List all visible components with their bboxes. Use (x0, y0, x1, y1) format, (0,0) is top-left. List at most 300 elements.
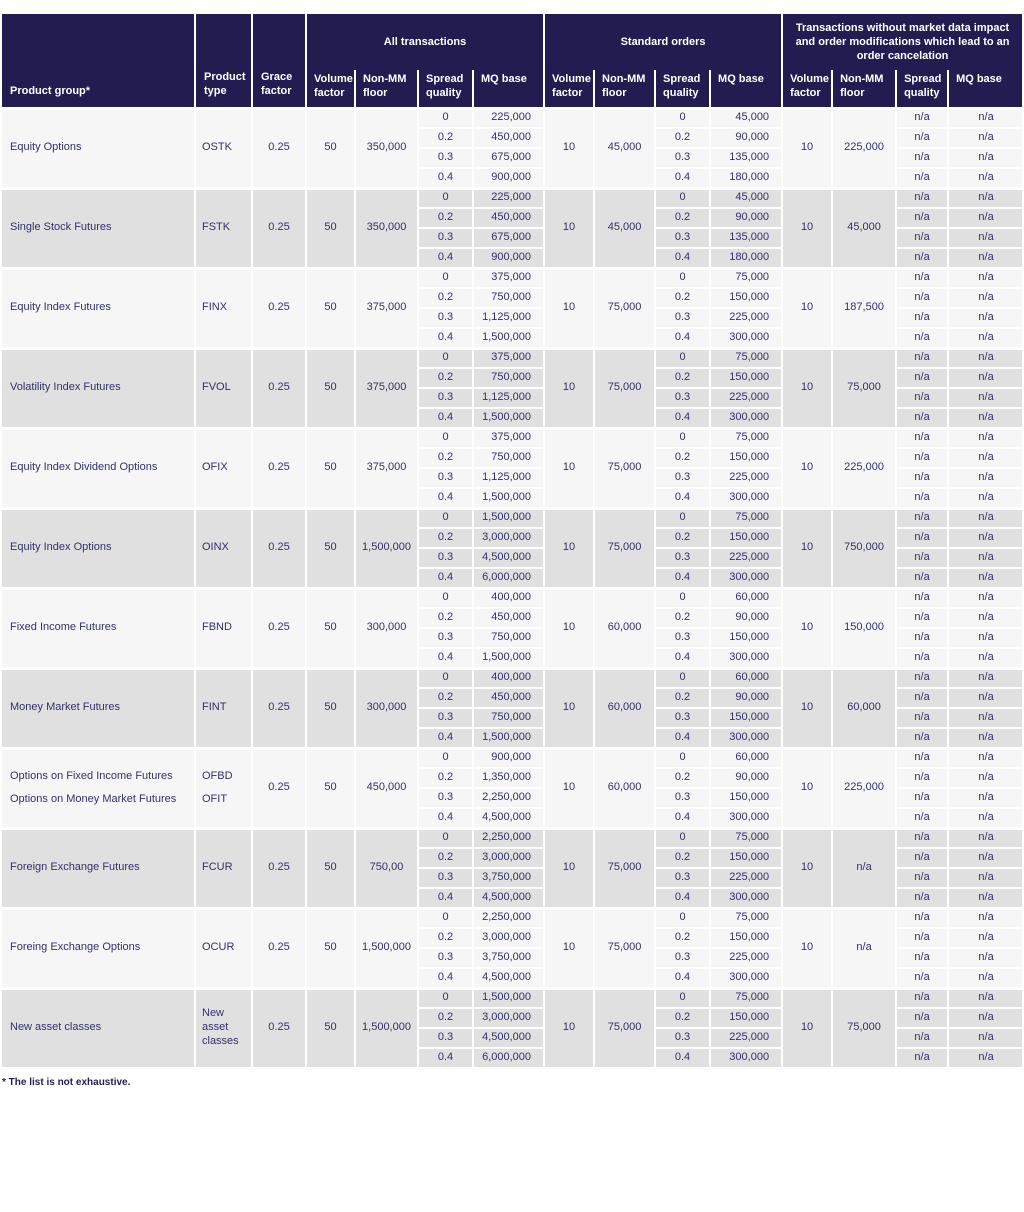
table-row (2, 107, 1022, 127)
cell-no-impact-spread-quality: n/a (897, 567, 947, 587)
header-no-impact-mq-base: MQ base (949, 70, 1022, 107)
cell-no-impact-mq-base: n/a (949, 967, 1022, 987)
header-product-type: Product type (196, 14, 251, 107)
cell-no-impact-spread-quality: n/a (897, 487, 947, 507)
cell-no-impact-non-mm-floor: 150,000 (833, 587, 895, 667)
cell-all-transactions-non-mm-floor: 375,000 (356, 427, 417, 507)
cell-no-impact-spread-quality: n/a (897, 727, 947, 747)
table-row (2, 587, 1022, 607)
cell-grace-factor: 0.25 (253, 907, 305, 987)
cell-standard-orders-spread-quality: 0.3 (656, 227, 709, 247)
cell-no-impact-volume-factor: 10 (783, 187, 831, 267)
cell-no-impact-spread-quality: n/a (897, 547, 947, 567)
cell-standard-orders-mq-base: 150,000 (711, 627, 781, 647)
cell-no-impact-spread-quality: n/a (897, 647, 947, 667)
cell-all-transactions-non-mm-floor: 300,000 (356, 587, 417, 667)
cell-all-transactions-spread-quality: 0.2 (419, 1007, 472, 1027)
cell-product-group: Fixed Income Futures (2, 587, 194, 667)
cell-standard-orders-mq-base: 90,000 (711, 607, 781, 627)
cell-all-transactions-spread-quality: 0.3 (419, 467, 472, 487)
header-no-impact-volume-factor: Volume factor (783, 70, 831, 107)
cell-no-impact-spread-quality: n/a (897, 807, 947, 827)
cell-product-type: FCUR (196, 827, 251, 907)
cell-no-impact-mq-base: n/a (949, 167, 1022, 187)
cell-standard-orders-mq-base: 90,000 (711, 127, 781, 147)
cell-no-impact-mq-base: n/a (949, 427, 1022, 447)
cell-no-impact-mq-base: n/a (949, 867, 1022, 887)
cell-all-transactions-mq-base: 2,250,000 (474, 787, 543, 807)
cell-no-impact-mq-base: n/a (949, 407, 1022, 427)
cell-standard-orders-spread-quality: 0.2 (656, 1007, 709, 1027)
cell-product-type: FBND (196, 587, 251, 667)
cell-all-transactions-spread-quality: 0.3 (419, 387, 472, 407)
cell-no-impact-spread-quality: n/a (897, 947, 947, 967)
cell-standard-orders-mq-base: 150,000 (711, 287, 781, 307)
cell-standard-orders-volume-factor: 10 (545, 427, 593, 507)
cell-all-transactions-spread-quality: 0.4 (419, 567, 472, 587)
cell-no-impact-volume-factor: 10 (783, 267, 831, 347)
cell-all-transactions-mq-base: 900,000 (474, 167, 543, 187)
cell-standard-orders-spread-quality: 0 (656, 267, 709, 287)
cell-no-impact-mq-base: n/a (949, 547, 1022, 567)
cell-no-impact-mq-base: n/a (949, 847, 1022, 867)
cell-no-impact-mq-base: n/a (949, 507, 1022, 527)
header-grace-factor: Grace factor (253, 14, 305, 107)
cell-all-transactions-mq-base: 400,000 (474, 587, 543, 607)
cell-standard-orders-spread-quality: 0.4 (656, 887, 709, 907)
cell-all-transactions-spread-quality: 0.3 (419, 227, 472, 247)
cell-all-transactions-volume-factor: 50 (307, 587, 354, 667)
cell-all-transactions-volume-factor: 50 (307, 347, 354, 427)
cell-standard-orders-mq-base: 150,000 (711, 447, 781, 467)
cell-no-impact-mq-base: n/a (949, 747, 1022, 767)
cell-no-impact-spread-quality: n/a (897, 927, 947, 947)
table-row (2, 187, 1022, 207)
cell-standard-orders-mq-base: 225,000 (711, 387, 781, 407)
cell-all-transactions-spread-quality: 0.2 (419, 127, 472, 147)
cell-all-transactions-mq-base: 375,000 (474, 347, 543, 367)
cell-standard-orders-mq-base: 60,000 (711, 587, 781, 607)
cell-no-impact-mq-base: n/a (949, 267, 1022, 287)
cell-all-transactions-non-mm-floor: 300,000 (356, 667, 417, 747)
cell-all-transactions-spread-quality: 0 (419, 347, 472, 367)
cell-all-transactions-spread-quality: 0.4 (419, 647, 472, 667)
cell-product-group: Equity Index Dividend Options (2, 427, 194, 507)
cell-all-transactions-mq-base: 3,000,000 (474, 927, 543, 947)
cell-no-impact-spread-quality: n/a (897, 607, 947, 627)
cell-no-impact-volume-factor: 10 (783, 107, 831, 187)
cell-no-impact-spread-quality: n/a (897, 427, 947, 447)
cell-standard-orders-volume-factor: 10 (545, 507, 593, 587)
cell-all-transactions-non-mm-floor: 450,000 (356, 747, 417, 827)
cell-no-impact-mq-base: n/a (949, 1027, 1022, 1047)
cell-no-impact-spread-quality: n/a (897, 447, 947, 467)
cell-no-impact-mq-base: n/a (949, 807, 1022, 827)
cell-all-transactions-mq-base: 225,000 (474, 107, 543, 127)
cell-all-transactions-spread-quality: 0.3 (419, 947, 472, 967)
cell-all-transactions-spread-quality: 0.2 (419, 207, 472, 227)
market-making-quotation-table (0, 14, 1024, 1067)
cell-all-transactions-spread-quality: 0 (419, 827, 472, 847)
cell-no-impact-spread-quality: n/a (897, 987, 947, 1007)
cell-no-impact-spread-quality: n/a (897, 227, 947, 247)
cell-standard-orders-mq-base: 90,000 (711, 767, 781, 787)
cell-no-impact-spread-quality: n/a (897, 867, 947, 887)
header-group-all-transactions: All transactions (307, 14, 543, 70)
cell-standard-orders-mq-base: 60,000 (711, 747, 781, 767)
cell-standard-orders-spread-quality: 0.4 (656, 647, 709, 667)
cell-all-transactions-spread-quality: 0.2 (419, 927, 472, 947)
table-row (2, 267, 1022, 287)
cell-no-impact-spread-quality: n/a (897, 827, 947, 847)
cell-standard-orders-non-mm-floor: 45,000 (595, 187, 654, 267)
cell-standard-orders-mq-base: 45,000 (711, 107, 781, 127)
cell-no-impact-spread-quality: n/a (897, 667, 947, 687)
cell-all-transactions-mq-base: 3,000,000 (474, 527, 543, 547)
cell-all-transactions-spread-quality: 0 (419, 107, 472, 127)
footnote: * The list is not exhaustive. (2, 1076, 131, 1088)
cell-no-impact-mq-base: n/a (949, 687, 1022, 707)
cell-all-transactions-volume-factor: 50 (307, 987, 354, 1067)
cell-all-transactions-spread-quality: 0.4 (419, 407, 472, 427)
cell-all-transactions-spread-quality: 0 (419, 907, 472, 927)
cell-standard-orders-volume-factor: 10 (545, 827, 593, 907)
cell-standard-orders-spread-quality: 0.4 (656, 1047, 709, 1067)
cell-all-transactions-non-mm-floor: 1,500,000 (356, 987, 417, 1067)
cell-no-impact-spread-quality: n/a (897, 527, 947, 547)
cell-standard-orders-non-mm-floor: 75,000 (595, 427, 654, 507)
cell-no-impact-spread-quality: n/a (897, 907, 947, 927)
cell-grace-factor: 0.25 (253, 107, 305, 187)
cell-all-transactions-spread-quality: 0 (419, 187, 472, 207)
cell-all-transactions-mq-base: 750,000 (474, 447, 543, 467)
cell-standard-orders-mq-base: 60,000 (711, 667, 781, 687)
cell-no-impact-spread-quality: n/a (897, 387, 947, 407)
cell-standard-orders-volume-factor: 10 (545, 267, 593, 347)
cell-all-transactions-mq-base: 750,000 (474, 367, 543, 387)
cell-all-transactions-spread-quality: 0 (419, 667, 472, 687)
cell-all-transactions-volume-factor: 50 (307, 827, 354, 907)
cell-standard-orders-spread-quality: 0.4 (656, 807, 709, 827)
cell-standard-orders-spread-quality: 0.4 (656, 567, 709, 587)
cell-all-transactions-spread-quality: 0.2 (419, 607, 472, 627)
cell-standard-orders-spread-quality: 0.2 (656, 607, 709, 627)
cell-no-impact-mq-base: n/a (949, 127, 1022, 147)
cell-no-impact-mq-base: n/a (949, 707, 1022, 727)
cell-standard-orders-mq-base: 90,000 (711, 687, 781, 707)
cell-standard-orders-volume-factor: 10 (545, 347, 593, 427)
cell-no-impact-mq-base: n/a (949, 927, 1022, 947)
cell-all-transactions-spread-quality: 0.2 (419, 447, 472, 467)
cell-standard-orders-spread-quality: 0.2 (656, 767, 709, 787)
cell-no-impact-mq-base: n/a (949, 467, 1022, 487)
cell-no-impact-mq-base: n/a (949, 787, 1022, 807)
cell-all-transactions-volume-factor: 50 (307, 907, 354, 987)
cell-all-transactions-spread-quality: 0.3 (419, 627, 472, 647)
cell-all-transactions-volume-factor: 50 (307, 667, 354, 747)
cell-all-transactions-mq-base: 6,000,000 (474, 1047, 543, 1067)
cell-no-impact-spread-quality: n/a (897, 127, 947, 147)
cell-standard-orders-spread-quality: 0 (656, 507, 709, 527)
cell-no-impact-spread-quality: n/a (897, 1047, 947, 1067)
cell-no-impact-spread-quality: n/a (897, 407, 947, 427)
cell-all-transactions-mq-base: 450,000 (474, 687, 543, 707)
cell-grace-factor: 0.25 (253, 347, 305, 427)
cell-standard-orders-spread-quality: 0.2 (656, 687, 709, 707)
cell-no-impact-spread-quality: n/a (897, 167, 947, 187)
cell-standard-orders-non-mm-floor: 60,000 (595, 747, 654, 827)
cell-no-impact-non-mm-floor: 225,000 (833, 747, 895, 827)
cell-standard-orders-spread-quality: 0.3 (656, 147, 709, 167)
cell-standard-orders-mq-base: 180,000 (711, 247, 781, 267)
cell-all-transactions-non-mm-floor: 350,000 (356, 107, 417, 187)
cell-all-transactions-spread-quality: 0.2 (419, 527, 472, 547)
cell-standard-orders-non-mm-floor: 75,000 (595, 907, 654, 987)
cell-standard-orders-volume-factor: 10 (545, 107, 593, 187)
cell-standard-orders-mq-base: 90,000 (711, 207, 781, 227)
cell-all-transactions-spread-quality: 0 (419, 987, 472, 1007)
cell-standard-orders-spread-quality: 0.4 (656, 407, 709, 427)
cell-no-impact-spread-quality: n/a (897, 327, 947, 347)
cell-standard-orders-spread-quality: 0.3 (656, 707, 709, 727)
cell-all-transactions-non-mm-floor: 750,00 (356, 827, 417, 907)
cell-all-transactions-mq-base: 1,500,000 (474, 487, 543, 507)
cell-standard-orders-mq-base: 75,000 (711, 267, 781, 287)
cell-standard-orders-spread-quality: 0.2 (656, 367, 709, 387)
cell-all-transactions-mq-base: 750,000 (474, 707, 543, 727)
cell-grace-factor: 0.25 (253, 507, 305, 587)
cell-standard-orders-non-mm-floor: 75,000 (595, 507, 654, 587)
cell-all-transactions-spread-quality: 0.2 (419, 767, 472, 787)
cell-standard-orders-non-mm-floor: 75,000 (595, 987, 654, 1067)
cell-all-transactions-mq-base: 4,500,000 (474, 967, 543, 987)
cell-no-impact-volume-factor: 10 (783, 347, 831, 427)
cell-all-transactions-mq-base: 1,350,000 (474, 767, 543, 787)
cell-no-impact-mq-base: n/a (949, 627, 1022, 647)
cell-all-transactions-volume-factor: 50 (307, 507, 354, 587)
cell-no-impact-volume-factor: 10 (783, 907, 831, 987)
cell-standard-orders-mq-base: 300,000 (711, 407, 781, 427)
cell-product-type: FSTK (196, 187, 251, 267)
cell-all-transactions-mq-base: 1,500,000 (474, 647, 543, 667)
cell-standard-orders-mq-base: 300,000 (711, 807, 781, 827)
table-row (2, 907, 1022, 927)
cell-standard-orders-mq-base: 45,000 (711, 187, 781, 207)
cell-standard-orders-spread-quality: 0.2 (656, 127, 709, 147)
cell-all-transactions-spread-quality: 0.3 (419, 867, 472, 887)
cell-all-transactions-spread-quality: 0.3 (419, 547, 472, 567)
cell-standard-orders-volume-factor: 10 (545, 907, 593, 987)
cell-standard-orders-mq-base: 300,000 (711, 487, 781, 507)
cell-standard-orders-mq-base: 75,000 (711, 347, 781, 367)
cell-all-transactions-spread-quality: 0 (419, 507, 472, 527)
cell-product-group: Options on Fixed Income Futures Options on Money Market Futures (2, 747, 194, 827)
cell-no-impact-mq-base: n/a (949, 107, 1022, 127)
cell-grace-factor: 0.25 (253, 267, 305, 347)
cell-no-impact-mq-base: n/a (949, 947, 1022, 967)
cell-product-type: OINX (196, 507, 251, 587)
cell-no-impact-non-mm-floor: 225,000 (833, 107, 895, 187)
cell-all-transactions-spread-quality: 0.3 (419, 707, 472, 727)
cell-product-group: Foreing Exchange Options (2, 907, 194, 987)
cell-no-impact-mq-base: n/a (949, 1047, 1022, 1067)
header-group-no-market-data-impact: Transactions without market data impact and order modifications which lead to an order cancelation (783, 14, 1022, 70)
cell-no-impact-mq-base: n/a (949, 727, 1022, 747)
header-all-volume-factor: Volume factor (307, 70, 354, 107)
table-row (2, 347, 1022, 367)
cell-standard-orders-spread-quality: 0.2 (656, 207, 709, 227)
cell-standard-orders-mq-base: 150,000 (711, 1007, 781, 1027)
cell-all-transactions-mq-base: 3,750,000 (474, 947, 543, 967)
cell-standard-orders-non-mm-floor: 60,000 (595, 667, 654, 747)
cell-standard-orders-spread-quality: 0 (656, 107, 709, 127)
cell-grace-factor: 0.25 (253, 587, 305, 667)
cell-no-impact-non-mm-floor: 75,000 (833, 347, 895, 427)
cell-standard-orders-spread-quality: 0.2 (656, 847, 709, 867)
cell-no-impact-spread-quality: n/a (897, 967, 947, 987)
cell-no-impact-spread-quality: n/a (897, 627, 947, 647)
cell-product-type: FINX (196, 267, 251, 347)
cell-no-impact-volume-factor: 10 (783, 747, 831, 827)
cell-all-transactions-spread-quality: 0.4 (419, 167, 472, 187)
cell-standard-orders-mq-base: 150,000 (711, 367, 781, 387)
cell-no-impact-spread-quality: n/a (897, 267, 947, 287)
cell-no-impact-spread-quality: n/a (897, 147, 947, 167)
cell-standard-orders-spread-quality: 0 (656, 187, 709, 207)
cell-standard-orders-mq-base: 180,000 (711, 167, 781, 187)
cell-no-impact-mq-base: n/a (949, 447, 1022, 467)
cell-standard-orders-mq-base: 150,000 (711, 527, 781, 547)
cell-no-impact-non-mm-floor: 45,000 (833, 187, 895, 267)
cell-all-transactions-volume-factor: 50 (307, 427, 354, 507)
cell-grace-factor: 0.25 (253, 427, 305, 507)
cell-all-transactions-mq-base: 750,000 (474, 287, 543, 307)
cell-all-transactions-non-mm-floor: 1,500,000 (356, 507, 417, 587)
cell-standard-orders-spread-quality: 0 (656, 987, 709, 1007)
cell-no-impact-mq-base: n/a (949, 987, 1022, 1007)
cell-no-impact-spread-quality: n/a (897, 587, 947, 607)
cell-standard-orders-non-mm-floor: 60,000 (595, 587, 654, 667)
cell-standard-orders-mq-base: 75,000 (711, 507, 781, 527)
cell-no-impact-mq-base: n/a (949, 147, 1022, 167)
cell-standard-orders-non-mm-floor: 75,000 (595, 347, 654, 427)
cell-all-transactions-spread-quality: 0.3 (419, 307, 472, 327)
cell-standard-orders-volume-factor: 10 (545, 667, 593, 747)
cell-no-impact-mq-base: n/a (949, 767, 1022, 787)
cell-no-impact-spread-quality: n/a (897, 767, 947, 787)
cell-no-impact-mq-base: n/a (949, 367, 1022, 387)
table-row (2, 427, 1022, 447)
cell-no-impact-spread-quality: n/a (897, 847, 947, 867)
cell-no-impact-mq-base: n/a (949, 287, 1022, 307)
cell-standard-orders-mq-base: 225,000 (711, 1027, 781, 1047)
cell-standard-orders-spread-quality: 0.4 (656, 247, 709, 267)
cell-product-group: Equity Index Options (2, 507, 194, 587)
cell-no-impact-mq-base: n/a (949, 607, 1022, 627)
cell-standard-orders-spread-quality: 0 (656, 827, 709, 847)
cell-standard-orders-spread-quality: 0.3 (656, 467, 709, 487)
cell-all-transactions-spread-quality: 0 (419, 427, 472, 447)
cell-standard-orders-spread-quality: 0.4 (656, 487, 709, 507)
cell-all-transactions-mq-base: 675,000 (474, 227, 543, 247)
cell-all-transactions-mq-base: 400,000 (474, 667, 543, 687)
cell-all-transactions-spread-quality: 0.4 (419, 887, 472, 907)
cell-no-impact-mq-base: n/a (949, 307, 1022, 327)
cell-all-transactions-mq-base: 4,500,000 (474, 807, 543, 827)
cell-all-transactions-mq-base: 1,500,000 (474, 327, 543, 347)
cell-standard-orders-mq-base: 225,000 (711, 947, 781, 967)
cell-no-impact-mq-base: n/a (949, 347, 1022, 367)
cell-all-transactions-mq-base: 450,000 (474, 207, 543, 227)
cell-all-transactions-mq-base: 4,500,000 (474, 887, 543, 907)
cell-product-type: OFBD OFIT (196, 747, 251, 827)
cell-no-impact-spread-quality: n/a (897, 887, 947, 907)
cell-no-impact-non-mm-floor: 225,000 (833, 427, 895, 507)
cell-all-transactions-volume-factor: 50 (307, 187, 354, 267)
cell-all-transactions-non-mm-floor: 375,000 (356, 267, 417, 347)
cell-all-transactions-mq-base: 450,000 (474, 127, 543, 147)
table-row (2, 827, 1022, 847)
cell-standard-orders-mq-base: 300,000 (711, 727, 781, 747)
cell-no-impact-volume-factor: 10 (783, 587, 831, 667)
cell-all-transactions-spread-quality: 0.4 (419, 327, 472, 347)
cell-all-transactions-mq-base: 675,000 (474, 147, 543, 167)
cell-all-transactions-spread-quality: 0.4 (419, 727, 472, 747)
cell-no-impact-volume-factor: 10 (783, 427, 831, 507)
cell-standard-orders-spread-quality: 0.3 (656, 867, 709, 887)
cell-no-impact-non-mm-floor: n/a (833, 827, 895, 907)
cell-standard-orders-mq-base: 225,000 (711, 867, 781, 887)
cell-standard-orders-non-mm-floor: 75,000 (595, 827, 654, 907)
cell-standard-orders-mq-base: 300,000 (711, 327, 781, 347)
cell-all-transactions-mq-base: 225,000 (474, 187, 543, 207)
cell-all-transactions-mq-base: 375,000 (474, 267, 543, 287)
cell-all-transactions-spread-quality: 0.4 (419, 487, 472, 507)
cell-all-transactions-mq-base: 3,000,000 (474, 847, 543, 867)
cell-no-impact-mq-base: n/a (949, 207, 1022, 227)
cell-all-transactions-spread-quality: 0.2 (419, 687, 472, 707)
cell-grace-factor: 0.25 (253, 987, 305, 1067)
cell-no-impact-spread-quality: n/a (897, 287, 947, 307)
cell-grace-factor: 0.25 (253, 667, 305, 747)
table-row (2, 507, 1022, 527)
cell-standard-orders-mq-base: 135,000 (711, 227, 781, 247)
cell-all-transactions-mq-base: 900,000 (474, 247, 543, 267)
cell-no-impact-non-mm-floor: n/a (833, 907, 895, 987)
cell-product-type: OCUR (196, 907, 251, 987)
cell-all-transactions-spread-quality: 0 (419, 747, 472, 767)
cell-all-transactions-mq-base: 375,000 (474, 427, 543, 447)
cell-standard-orders-spread-quality: 0.3 (656, 307, 709, 327)
cell-standard-orders-mq-base: 225,000 (711, 467, 781, 487)
cell-all-transactions-mq-base: 1,500,000 (474, 407, 543, 427)
cell-no-impact-mq-base: n/a (949, 827, 1022, 847)
cell-standard-orders-spread-quality: 0.3 (656, 1027, 709, 1047)
cell-standard-orders-spread-quality: 0 (656, 347, 709, 367)
cell-standard-orders-spread-quality: 0.3 (656, 547, 709, 567)
cell-no-impact-mq-base: n/a (949, 567, 1022, 587)
cell-standard-orders-spread-quality: 0.3 (656, 627, 709, 647)
table-row (2, 747, 1022, 767)
cell-standard-orders-mq-base: 150,000 (711, 927, 781, 947)
cell-product-group: Single Stock Futures (2, 187, 194, 267)
cell-standard-orders-mq-base: 300,000 (711, 967, 781, 987)
cell-standard-orders-spread-quality: 0.3 (656, 387, 709, 407)
cell-no-impact-spread-quality: n/a (897, 787, 947, 807)
cell-no-impact-mq-base: n/a (949, 247, 1022, 267)
cell-standard-orders-mq-base: 300,000 (711, 887, 781, 907)
header-standard-non-mm-floor: Non-MM floor (595, 70, 654, 107)
